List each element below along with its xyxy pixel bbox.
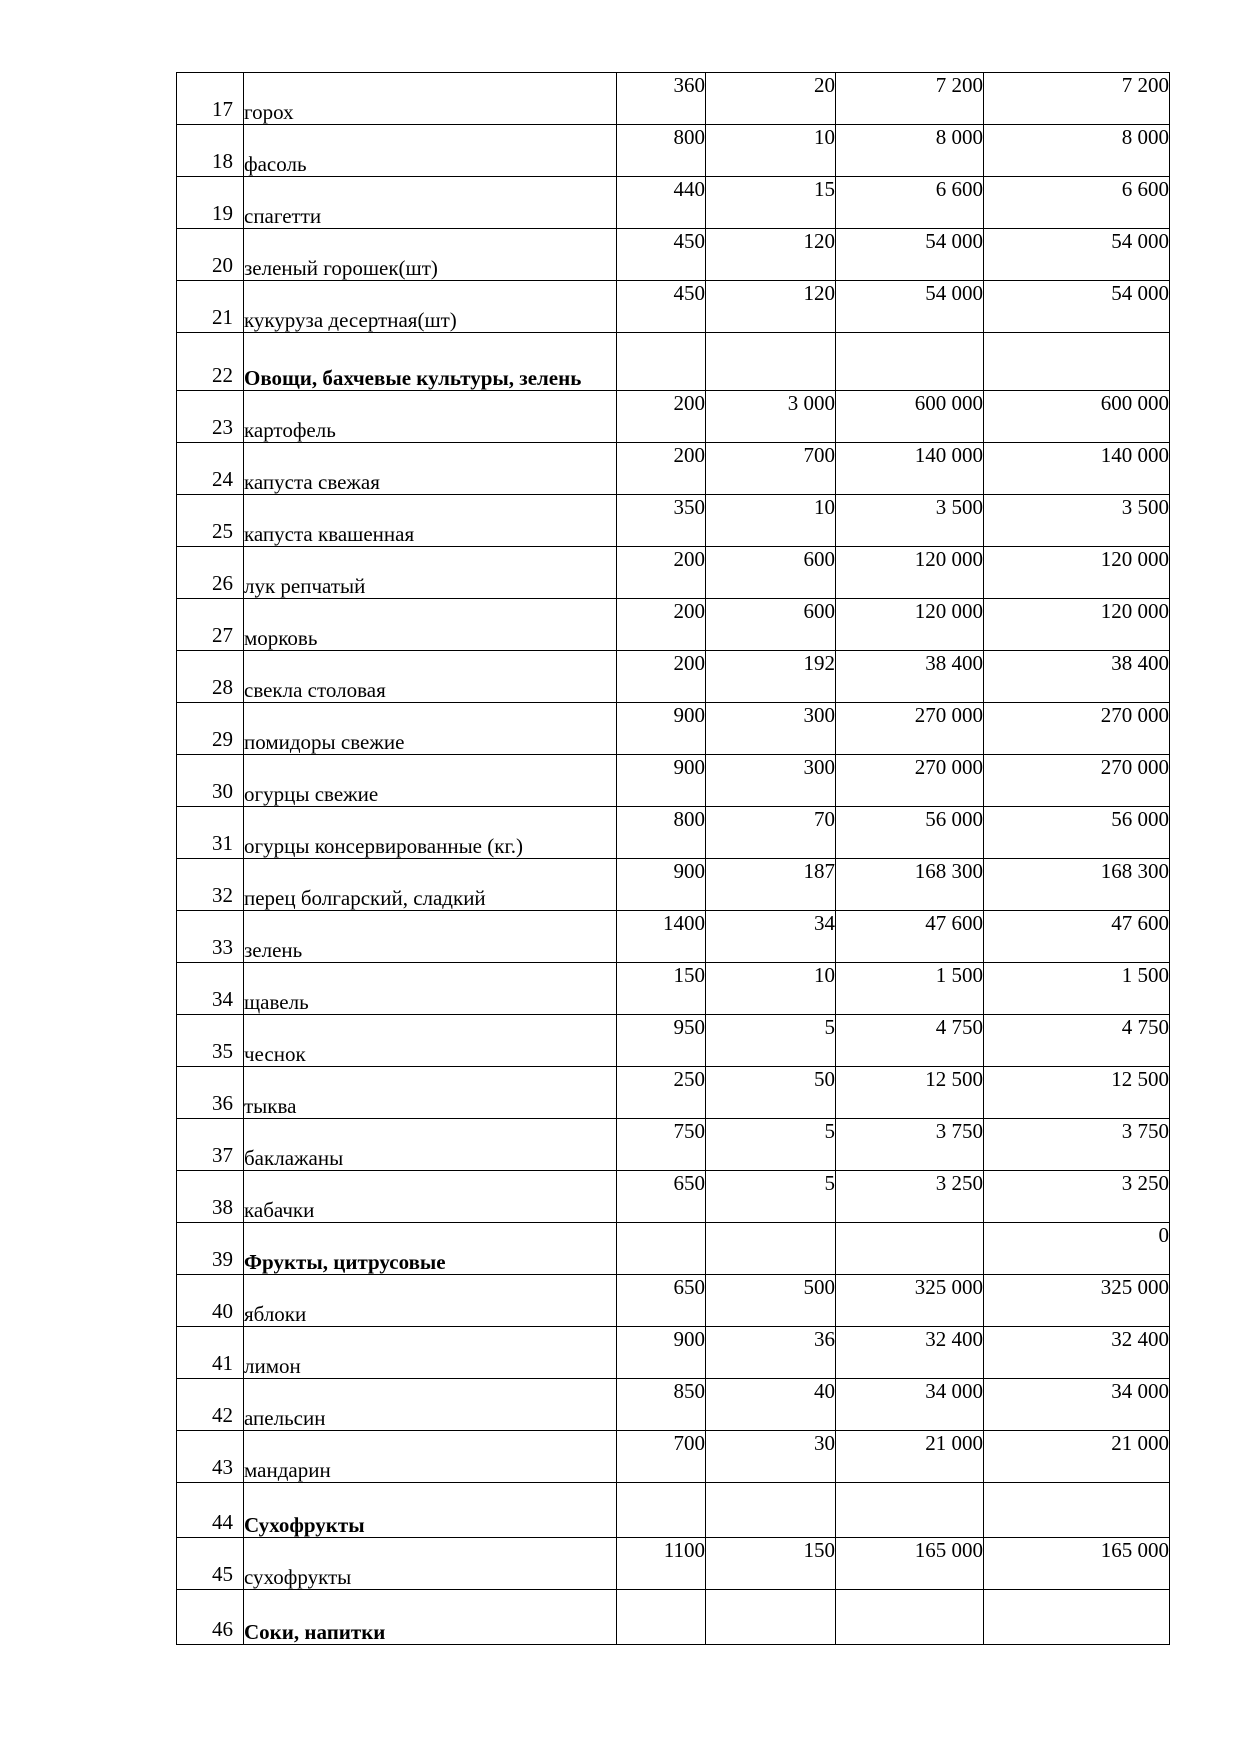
- quantity-cell: 192: [706, 651, 836, 703]
- product-name: капуста свежая: [244, 443, 617, 495]
- total-cell: 47 600: [984, 911, 1170, 963]
- table-row: [177, 1067, 1170, 1119]
- row-number-cell: [177, 1590, 244, 1645]
- row-number-cell: [177, 1483, 244, 1538]
- amount-cell: 32 400: [836, 1327, 984, 1379]
- total-cell: 6 600: [984, 177, 1170, 229]
- row-number: 32: [212, 882, 233, 907]
- price-cell: 200: [617, 547, 706, 599]
- price-cell: 440: [617, 177, 706, 229]
- row-number-cell: [177, 73, 244, 125]
- amount-cell: 12 500: [836, 1067, 984, 1119]
- total-cell: [984, 333, 1170, 391]
- price-cell: 950: [617, 1015, 706, 1067]
- amount-cell: 6 600: [836, 177, 984, 229]
- table-body: [177, 73, 1170, 1645]
- table-row: [177, 73, 1170, 125]
- row-number: 38: [212, 1194, 233, 1219]
- amount-cell: 4 750: [836, 1015, 984, 1067]
- row-number: 22: [212, 362, 233, 387]
- product-name: морковь: [244, 599, 617, 651]
- row-number: 43: [212, 1454, 233, 1479]
- price-cell: 450: [617, 229, 706, 281]
- amount-cell: 54 000: [836, 281, 984, 333]
- row-number-cell: [177, 963, 244, 1015]
- amount-cell: 168 300: [836, 859, 984, 911]
- total-cell: 140 000: [984, 443, 1170, 495]
- price-cell: [617, 1590, 706, 1645]
- amount-cell: 21 000: [836, 1431, 984, 1483]
- product-name: фасоль: [244, 125, 617, 177]
- row-number-cell: [177, 651, 244, 703]
- quantity-cell: 70: [706, 807, 836, 859]
- quantity-cell: [706, 1483, 836, 1538]
- product-name: зелень: [244, 911, 617, 963]
- total-cell: 21 000: [984, 1431, 1170, 1483]
- price-cell: 900: [617, 1327, 706, 1379]
- total-cell: 0: [984, 1223, 1170, 1275]
- amount-cell: 140 000: [836, 443, 984, 495]
- product-name: свекла столовая: [244, 651, 617, 703]
- total-cell: 8 000: [984, 125, 1170, 177]
- amount-cell: 54 000: [836, 229, 984, 281]
- row-number-cell: [177, 333, 244, 391]
- table-row: [177, 599, 1170, 651]
- total-cell: 34 000: [984, 1379, 1170, 1431]
- product-name: перец болгарский, сладкий: [244, 859, 617, 911]
- table-row: [177, 1590, 1170, 1645]
- price-cell: 360: [617, 73, 706, 125]
- amount-cell: 3 500: [836, 495, 984, 547]
- row-number-cell: [177, 755, 244, 807]
- price-cell: 1100: [617, 1538, 706, 1590]
- row-number: 30: [212, 778, 233, 803]
- product-name: огурцы консервированные (кг.): [244, 807, 617, 859]
- row-number: 37: [212, 1142, 233, 1167]
- product-name: спагетти: [244, 177, 617, 229]
- price-cell: 200: [617, 443, 706, 495]
- table-row: [177, 1379, 1170, 1431]
- price-cell: [617, 1483, 706, 1538]
- category-heading: Соки, напитки: [244, 1590, 617, 1645]
- amount-cell: [836, 1483, 984, 1538]
- quantity-cell: 10: [706, 495, 836, 547]
- row-number-cell: [177, 599, 244, 651]
- total-cell: 4 750: [984, 1015, 1170, 1067]
- row-number-cell: [177, 281, 244, 333]
- quantity-cell: 120: [706, 281, 836, 333]
- total-cell: [984, 1590, 1170, 1645]
- table-row: [177, 651, 1170, 703]
- row-number-cell: [177, 1015, 244, 1067]
- quantity-cell: 700: [706, 443, 836, 495]
- category-heading: Сухофрукты: [244, 1483, 617, 1538]
- table-row: [177, 807, 1170, 859]
- price-cell: 700: [617, 1431, 706, 1483]
- total-cell: 3 500: [984, 495, 1170, 547]
- product-name: лук репчатый: [244, 547, 617, 599]
- quantity-cell: 150: [706, 1538, 836, 1590]
- total-cell: 12 500: [984, 1067, 1170, 1119]
- amount-cell: [836, 333, 984, 391]
- price-cell: 900: [617, 755, 706, 807]
- price-cell: 450: [617, 281, 706, 333]
- quantity-cell: 5: [706, 1171, 836, 1223]
- table-row: [177, 859, 1170, 911]
- product-name: мандарин: [244, 1431, 617, 1483]
- amount-cell: 3 250: [836, 1171, 984, 1223]
- row-number: 33: [212, 934, 233, 959]
- quantity-cell: 10: [706, 963, 836, 1015]
- product-name: тыква: [244, 1067, 617, 1119]
- table-row: [177, 1431, 1170, 1483]
- product-name: апельсин: [244, 1379, 617, 1431]
- quantity-cell: 3 000: [706, 391, 836, 443]
- product-name: чеснок: [244, 1015, 617, 1067]
- price-cell: 750: [617, 1119, 706, 1171]
- row-number: 26: [212, 570, 233, 595]
- product-name: лимон: [244, 1327, 617, 1379]
- table-row: [177, 391, 1170, 443]
- amount-cell: 165 000: [836, 1538, 984, 1590]
- products-table: [176, 72, 1170, 1645]
- product-name: зеленый горошек(шт): [244, 229, 617, 281]
- row-number-cell: [177, 703, 244, 755]
- quantity-cell: 15: [706, 177, 836, 229]
- price-cell: 350: [617, 495, 706, 547]
- row-number: 28: [212, 674, 233, 699]
- row-number: 36: [212, 1090, 233, 1115]
- row-number-cell: [177, 1223, 244, 1275]
- amount-cell: 270 000: [836, 755, 984, 807]
- quantity-cell: 20: [706, 73, 836, 125]
- table-row: [177, 547, 1170, 599]
- quantity-cell: [706, 1590, 836, 1645]
- table-row: [177, 1015, 1170, 1067]
- amount-cell: 270 000: [836, 703, 984, 755]
- price-cell: 650: [617, 1275, 706, 1327]
- row-number-cell: [177, 1431, 244, 1483]
- product-name: капуста квашенная: [244, 495, 617, 547]
- product-name: яблоки: [244, 1275, 617, 1327]
- price-cell: 250: [617, 1067, 706, 1119]
- amount-cell: 34 000: [836, 1379, 984, 1431]
- price-cell: 800: [617, 125, 706, 177]
- price-cell: 900: [617, 703, 706, 755]
- total-cell: 3 750: [984, 1119, 1170, 1171]
- amount-cell: 38 400: [836, 651, 984, 703]
- total-cell: 168 300: [984, 859, 1170, 911]
- quantity-cell: 300: [706, 703, 836, 755]
- price-cell: 900: [617, 859, 706, 911]
- amount-cell: 120 000: [836, 599, 984, 651]
- quantity-cell: 36: [706, 1327, 836, 1379]
- row-number: 31: [212, 830, 233, 855]
- total-cell: 1 500: [984, 963, 1170, 1015]
- quantity-cell: 500: [706, 1275, 836, 1327]
- amount-cell: 325 000: [836, 1275, 984, 1327]
- table-row: [177, 963, 1170, 1015]
- total-cell: 3 250: [984, 1171, 1170, 1223]
- price-cell: [617, 333, 706, 391]
- total-cell: [984, 1483, 1170, 1538]
- row-number-cell: [177, 177, 244, 229]
- total-cell: 600 000: [984, 391, 1170, 443]
- quantity-cell: 10: [706, 125, 836, 177]
- price-cell: [617, 1223, 706, 1275]
- quantity-cell: 600: [706, 599, 836, 651]
- quantity-cell: [706, 333, 836, 391]
- row-number: 23: [212, 414, 233, 439]
- product-name: помидоры свежие: [244, 703, 617, 755]
- row-number-cell: [177, 495, 244, 547]
- quantity-cell: 5: [706, 1015, 836, 1067]
- table-row: [177, 229, 1170, 281]
- product-name: кукуруза десертная(шт): [244, 281, 617, 333]
- total-cell: 120 000: [984, 547, 1170, 599]
- row-number: 17: [212, 96, 233, 121]
- row-number-cell: [177, 443, 244, 495]
- table-row: [177, 1483, 1170, 1538]
- quantity-cell: 600: [706, 547, 836, 599]
- quantity-cell: 50: [706, 1067, 836, 1119]
- price-cell: 200: [617, 651, 706, 703]
- total-cell: 165 000: [984, 1538, 1170, 1590]
- total-cell: 54 000: [984, 229, 1170, 281]
- category-heading: Фрукты, цитрусовые: [244, 1223, 617, 1275]
- table-row: [177, 443, 1170, 495]
- row-number-cell: [177, 1171, 244, 1223]
- amount-cell: 600 000: [836, 391, 984, 443]
- row-number: 27: [212, 622, 233, 647]
- amount-cell: [836, 1223, 984, 1275]
- quantity-cell: 120: [706, 229, 836, 281]
- product-name: огурцы свежие: [244, 755, 617, 807]
- row-number: 25: [212, 518, 233, 543]
- row-number: 42: [212, 1402, 233, 1427]
- quantity-cell: 300: [706, 755, 836, 807]
- product-name: сухофрукты: [244, 1538, 617, 1590]
- row-number: 45: [212, 1561, 233, 1586]
- table-row: [177, 1223, 1170, 1275]
- table-row: [177, 1327, 1170, 1379]
- product-name: щавель: [244, 963, 617, 1015]
- row-number-cell: [177, 1067, 244, 1119]
- amount-cell: 120 000: [836, 547, 984, 599]
- product-name: баклажаны: [244, 1119, 617, 1171]
- amount-cell: 1 500: [836, 963, 984, 1015]
- total-cell: 38 400: [984, 651, 1170, 703]
- amount-cell: 47 600: [836, 911, 984, 963]
- total-cell: 325 000: [984, 1275, 1170, 1327]
- row-number-cell: [177, 859, 244, 911]
- table-row: [177, 281, 1170, 333]
- row-number-cell: [177, 547, 244, 599]
- table-row: [177, 1275, 1170, 1327]
- row-number: 39: [212, 1246, 233, 1271]
- amount-cell: 7 200: [836, 73, 984, 125]
- table-row: [177, 125, 1170, 177]
- total-cell: 270 000: [984, 703, 1170, 755]
- product-name: кабачки: [244, 1171, 617, 1223]
- product-name: картофель: [244, 391, 617, 443]
- row-number-cell: [177, 1275, 244, 1327]
- price-cell: 850: [617, 1379, 706, 1431]
- row-number: 35: [212, 1038, 233, 1063]
- row-number: 20: [212, 252, 233, 277]
- amount-cell: 8 000: [836, 125, 984, 177]
- table-row: [177, 703, 1170, 755]
- row-number-cell: [177, 1327, 244, 1379]
- row-number-cell: [177, 1379, 244, 1431]
- total-cell: 56 000: [984, 807, 1170, 859]
- total-cell: 54 000: [984, 281, 1170, 333]
- table-row: [177, 177, 1170, 229]
- price-cell: 200: [617, 599, 706, 651]
- price-cell: 650: [617, 1171, 706, 1223]
- quantity-cell: 30: [706, 1431, 836, 1483]
- quantity-cell: [706, 1223, 836, 1275]
- quantity-cell: 34: [706, 911, 836, 963]
- table-row: [177, 1538, 1170, 1590]
- row-number: 29: [212, 726, 233, 751]
- total-cell: 120 000: [984, 599, 1170, 651]
- amount-cell: [836, 1590, 984, 1645]
- table-row: [177, 495, 1170, 547]
- row-number: 40: [212, 1298, 233, 1323]
- row-number: 44: [212, 1509, 233, 1534]
- quantity-cell: 5: [706, 1119, 836, 1171]
- amount-cell: 56 000: [836, 807, 984, 859]
- quantity-cell: 40: [706, 1379, 836, 1431]
- row-number: 21: [212, 304, 233, 329]
- quantity-cell: 187: [706, 859, 836, 911]
- row-number: 18: [212, 148, 233, 173]
- total-cell: 32 400: [984, 1327, 1170, 1379]
- price-cell: 150: [617, 963, 706, 1015]
- row-number-cell: [177, 911, 244, 963]
- row-number: 24: [212, 466, 233, 491]
- row-number-cell: [177, 1119, 244, 1171]
- amount-cell: 3 750: [836, 1119, 984, 1171]
- row-number: 46: [212, 1616, 233, 1641]
- table-row: [177, 333, 1170, 391]
- row-number-cell: [177, 391, 244, 443]
- price-cell: 200: [617, 391, 706, 443]
- row-number-cell: [177, 229, 244, 281]
- price-cell: 800: [617, 807, 706, 859]
- row-number-cell: [177, 1538, 244, 1590]
- row-number-cell: [177, 807, 244, 859]
- row-number: 41: [212, 1350, 233, 1375]
- total-cell: 270 000: [984, 755, 1170, 807]
- price-cell: 1400: [617, 911, 706, 963]
- product-name: горох: [244, 73, 617, 125]
- row-number-cell: [177, 125, 244, 177]
- table-row: [177, 755, 1170, 807]
- table-row: [177, 1171, 1170, 1223]
- category-heading: Овощи, бахчевые культуры, зелень: [244, 333, 617, 391]
- table-row: [177, 1119, 1170, 1171]
- row-number: 19: [212, 200, 233, 225]
- row-number: 34: [212, 986, 233, 1011]
- total-cell: 7 200: [984, 73, 1170, 125]
- table-row: [177, 911, 1170, 963]
